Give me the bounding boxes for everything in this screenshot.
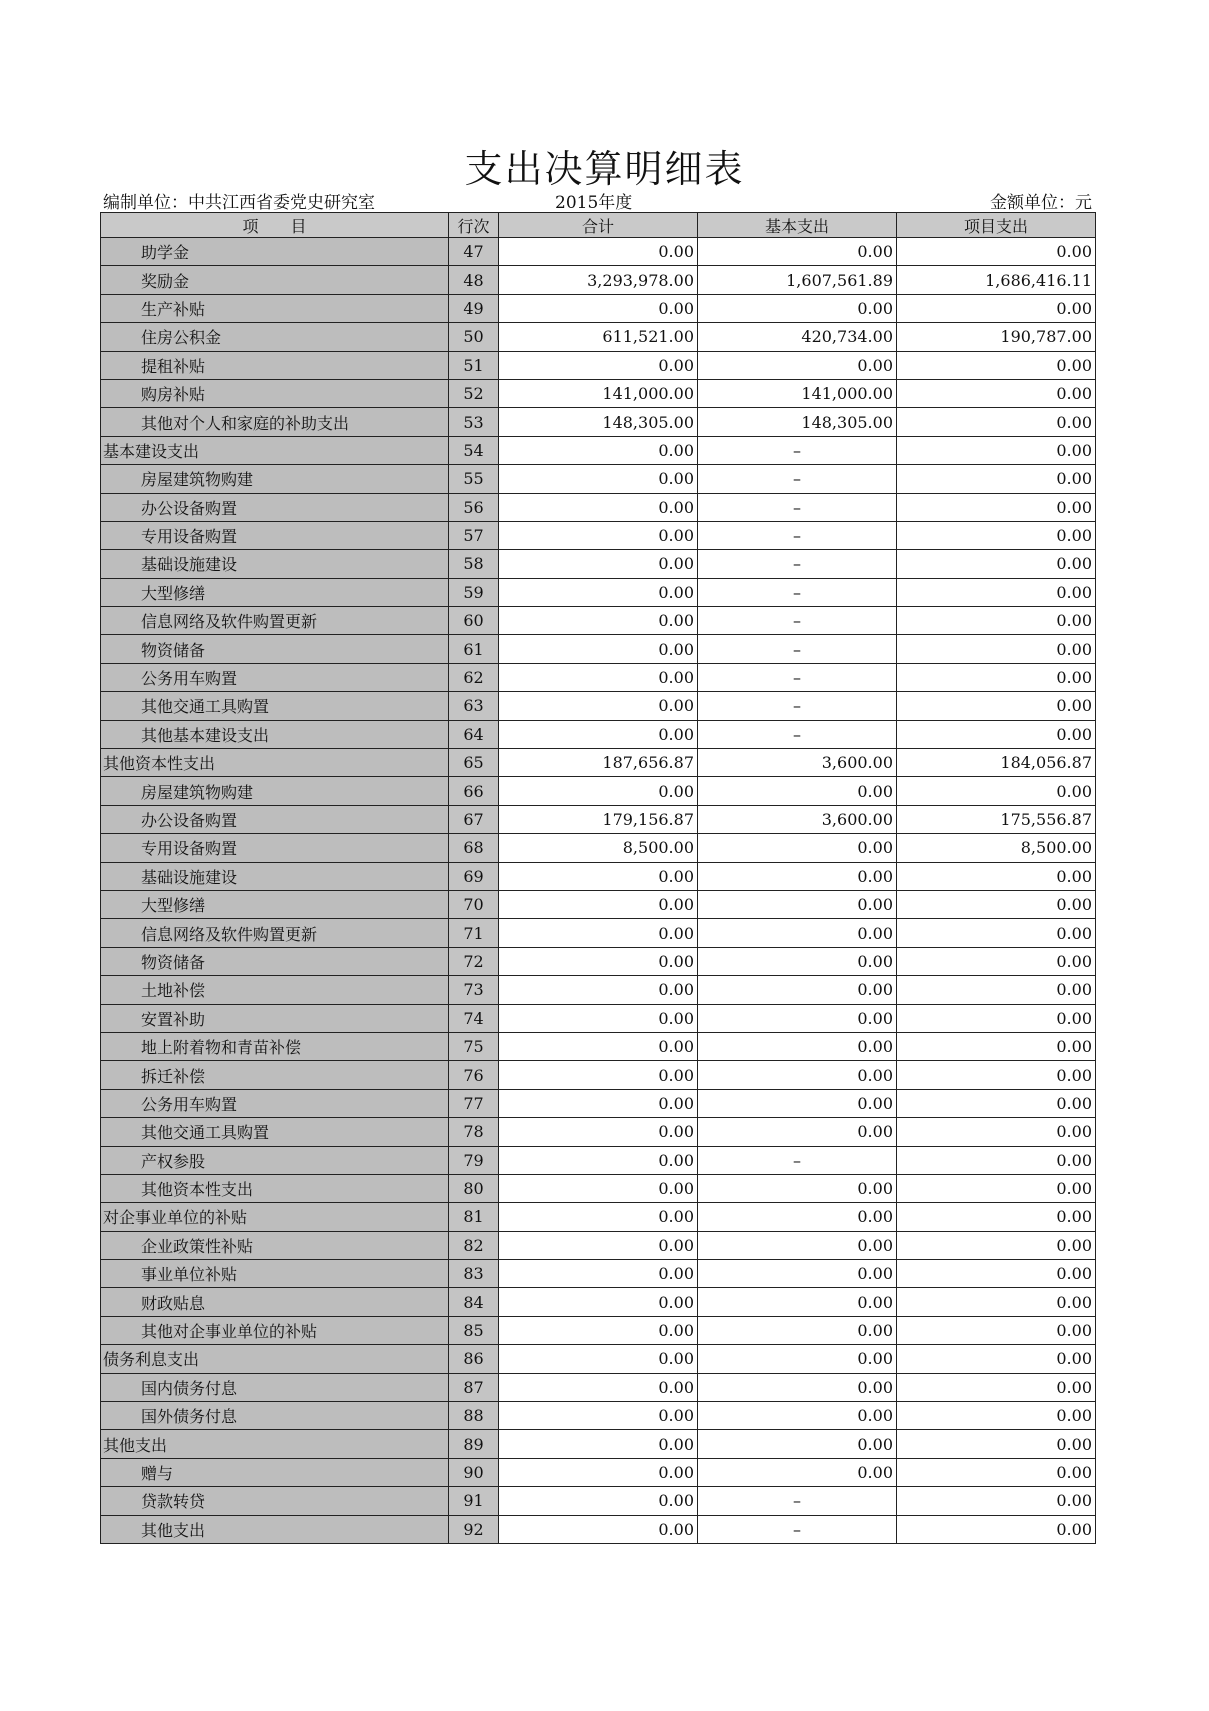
- table-row: [101, 692, 1096, 720]
- row-total: 0.00: [499, 862, 698, 890]
- row-line-number: 72: [449, 947, 499, 975]
- row-basic: –: [698, 635, 897, 663]
- row-item-name: 公务用车购置: [101, 663, 449, 691]
- row-item-name: 提租补贴: [101, 351, 449, 379]
- row-basic: 148,305.00: [698, 408, 897, 436]
- row-item-name: 事业单位补贴: [101, 1260, 449, 1288]
- row-total: 0.00: [499, 1288, 698, 1316]
- table-row: [101, 1146, 1096, 1174]
- row-line-number: 67: [449, 805, 499, 833]
- table-row: [101, 379, 1096, 407]
- row-total: 0.00: [499, 1231, 698, 1259]
- row-line-number: 52: [449, 379, 499, 407]
- row-project: 1,686,416.11: [897, 266, 1096, 294]
- row-item-name: 其他支出: [101, 1430, 449, 1458]
- row-basic: 0.00: [698, 1089, 897, 1117]
- table-row: [101, 1430, 1096, 1458]
- row-item-name: 房屋建筑物购建: [101, 465, 449, 493]
- row-total: 0.00: [499, 663, 698, 691]
- row-total: 187,656.87: [499, 749, 698, 777]
- row-item-name: 大型修缮: [101, 890, 449, 918]
- row-total: 0.00: [499, 238, 698, 266]
- row-line-number: 92: [449, 1515, 499, 1543]
- row-line-number: 84: [449, 1288, 499, 1316]
- row-basic: 0.00: [698, 1203, 897, 1231]
- row-line-number: 81: [449, 1203, 499, 1231]
- row-item-name: 安置补助: [101, 1004, 449, 1032]
- row-project: 0.00: [897, 1032, 1096, 1060]
- row-basic: 0.00: [698, 1118, 897, 1146]
- row-line-number: 47: [449, 238, 499, 266]
- row-line-number: 75: [449, 1032, 499, 1060]
- row-project: 0.00: [897, 1004, 1096, 1032]
- row-line-number: 68: [449, 834, 499, 862]
- row-item-name: 对企事业单位的补贴: [101, 1203, 449, 1231]
- row-basic: 1,607,561.89: [698, 266, 897, 294]
- row-project: 0.00: [897, 720, 1096, 748]
- row-basic: 0.00: [698, 1231, 897, 1259]
- row-total: 0.00: [499, 578, 698, 606]
- row-item-name: 基本建设支出: [101, 436, 449, 464]
- row-basic: –: [698, 692, 897, 720]
- row-line-number: 60: [449, 607, 499, 635]
- row-item-name: 奖励金: [101, 266, 449, 294]
- row-total: 0.00: [499, 1174, 698, 1202]
- row-line-number: 79: [449, 1146, 499, 1174]
- row-basic: –: [698, 663, 897, 691]
- row-basic: –: [698, 1515, 897, 1543]
- row-basic: –: [698, 550, 897, 578]
- row-line-number: 51: [449, 351, 499, 379]
- row-item-name: 债务利息支出: [101, 1345, 449, 1373]
- row-basic: –: [698, 1487, 897, 1515]
- column-header-line: 行次: [449, 213, 499, 238]
- row-total: 0.00: [499, 1260, 698, 1288]
- row-project: 0.00: [897, 1146, 1096, 1174]
- row-total: 0.00: [499, 1373, 698, 1401]
- row-total: 0.00: [499, 521, 698, 549]
- table-row: [101, 550, 1096, 578]
- row-basic: 0.00: [698, 1004, 897, 1032]
- table-row: [101, 919, 1096, 947]
- row-line-number: 69: [449, 862, 499, 890]
- row-item-name: 其他资本性支出: [101, 1174, 449, 1202]
- row-basic: –: [698, 465, 897, 493]
- row-project: 0.00: [897, 1345, 1096, 1373]
- table-row: [101, 805, 1096, 833]
- row-basic: 0.00: [698, 862, 897, 890]
- table-row: [101, 1118, 1096, 1146]
- row-line-number: 64: [449, 720, 499, 748]
- row-line-number: 58: [449, 550, 499, 578]
- row-basic: 141,000.00: [698, 379, 897, 407]
- row-line-number: 65: [449, 749, 499, 777]
- row-basic: 0.00: [698, 1458, 897, 1486]
- row-line-number: 66: [449, 777, 499, 805]
- table-row: [101, 777, 1096, 805]
- row-basic: 0.00: [698, 947, 897, 975]
- row-line-number: 48: [449, 266, 499, 294]
- row-project: 0.00: [897, 578, 1096, 606]
- row-line-number: 49: [449, 294, 499, 322]
- row-project: 0.00: [897, 1288, 1096, 1316]
- row-item-name: 助学金: [101, 238, 449, 266]
- row-total: 8,500.00: [499, 834, 698, 862]
- row-basic: –: [698, 1146, 897, 1174]
- row-project: 0.00: [897, 493, 1096, 521]
- row-item-name: 其他支出: [101, 1515, 449, 1543]
- table-row: [101, 1061, 1096, 1089]
- row-line-number: 55: [449, 465, 499, 493]
- row-basic: –: [698, 521, 897, 549]
- row-total: 0.00: [499, 1515, 698, 1543]
- row-project: 0.00: [897, 294, 1096, 322]
- row-total: 0.00: [499, 351, 698, 379]
- row-basic: 0.00: [698, 1345, 897, 1373]
- row-total: 0.00: [499, 493, 698, 521]
- row-project: 184,056.87: [897, 749, 1096, 777]
- row-basic: 0.00: [698, 1402, 897, 1430]
- row-basic: 0.00: [698, 919, 897, 947]
- row-total: 0.00: [499, 919, 698, 947]
- column-header-project: 项目支出: [897, 213, 1096, 238]
- row-item-name: 公务用车购置: [101, 1089, 449, 1117]
- fiscal-year: 2015年度: [555, 193, 633, 213]
- table-row: [101, 323, 1096, 351]
- row-item-name: 专用设备购置: [101, 521, 449, 549]
- row-total: 0.00: [499, 1487, 698, 1515]
- row-project: 0.00: [897, 635, 1096, 663]
- row-project: 0.00: [897, 777, 1096, 805]
- row-line-number: 74: [449, 1004, 499, 1032]
- row-project: 0.00: [897, 465, 1096, 493]
- row-total: 0.00: [499, 947, 698, 975]
- row-total: 0.00: [499, 1402, 698, 1430]
- row-project: 0.00: [897, 238, 1096, 266]
- row-total: 0.00: [499, 1118, 698, 1146]
- row-project: 0.00: [897, 1487, 1096, 1515]
- row-total: 0.00: [499, 1203, 698, 1231]
- table-row: [101, 1203, 1096, 1231]
- row-item-name: 基础设施建设: [101, 550, 449, 578]
- row-total: 0.00: [499, 890, 698, 918]
- row-basic: 0.00: [698, 890, 897, 918]
- row-total: 0.00: [499, 1316, 698, 1344]
- row-basic: –: [698, 493, 897, 521]
- row-basic: 0.00: [698, 238, 897, 266]
- table-body: [101, 238, 1096, 1544]
- row-project: 0.00: [897, 1089, 1096, 1117]
- table-row: [101, 749, 1096, 777]
- row-line-number: 91: [449, 1487, 499, 1515]
- row-total: 0.00: [499, 1032, 698, 1060]
- row-project: 0.00: [897, 607, 1096, 635]
- column-header-total: 合计: [499, 213, 698, 238]
- row-basic: –: [698, 578, 897, 606]
- row-basic: –: [698, 436, 897, 464]
- row-line-number: 80: [449, 1174, 499, 1202]
- table-row: [101, 578, 1096, 606]
- row-item-name: 其他基本建设支出: [101, 720, 449, 748]
- row-basic: 0.00: [698, 834, 897, 862]
- table-row: [101, 1316, 1096, 1344]
- row-total: 3,293,978.00: [499, 266, 698, 294]
- row-basic: 0.00: [698, 351, 897, 379]
- row-project: 0.00: [897, 1373, 1096, 1401]
- row-project: 0.00: [897, 408, 1096, 436]
- table-row: [101, 720, 1096, 748]
- row-line-number: 83: [449, 1260, 499, 1288]
- table-row: [101, 1373, 1096, 1401]
- row-line-number: 56: [449, 493, 499, 521]
- row-total: 0.00: [499, 692, 698, 720]
- row-item-name: 其他对个人和家庭的补助支出: [101, 408, 449, 436]
- row-item-name: 办公设备购置: [101, 493, 449, 521]
- row-project: 0.00: [897, 521, 1096, 549]
- row-total: 0.00: [499, 294, 698, 322]
- row-project: 0.00: [897, 692, 1096, 720]
- row-total: 0.00: [499, 1004, 698, 1032]
- row-item-name: 物资储备: [101, 947, 449, 975]
- row-line-number: 78: [449, 1118, 499, 1146]
- table-row: [101, 635, 1096, 663]
- row-line-number: 70: [449, 890, 499, 918]
- table-row: [101, 351, 1096, 379]
- compiling-unit: 编制单位：中共江西省委党史研究室: [103, 193, 375, 213]
- table-row: [101, 890, 1096, 918]
- row-project: 0.00: [897, 890, 1096, 918]
- row-total: 0.00: [499, 550, 698, 578]
- table-row: [101, 1032, 1096, 1060]
- row-total: 0.00: [499, 1430, 698, 1458]
- table-row: [101, 465, 1096, 493]
- table-row: [101, 436, 1096, 464]
- row-item-name: 其他对企事业单位的补贴: [101, 1316, 449, 1344]
- row-line-number: 88: [449, 1402, 499, 1430]
- row-total: 611,521.00: [499, 323, 698, 351]
- row-project: 175,556.87: [897, 805, 1096, 833]
- row-project: 0.00: [897, 1118, 1096, 1146]
- row-item-name: 财政贴息: [101, 1288, 449, 1316]
- row-project: 0.00: [897, 1430, 1096, 1458]
- row-project: 0.00: [897, 1515, 1096, 1543]
- table-row: [101, 1458, 1096, 1486]
- table-row: [101, 294, 1096, 322]
- row-basic: 0.00: [698, 1288, 897, 1316]
- row-item-name: 国内债务付息: [101, 1373, 449, 1401]
- table-row: [101, 947, 1096, 975]
- row-project: 0.00: [897, 1174, 1096, 1202]
- row-total: 0.00: [499, 720, 698, 748]
- table-row: [101, 408, 1096, 436]
- row-project: 0.00: [897, 1316, 1096, 1344]
- row-item-name: 赠与: [101, 1458, 449, 1486]
- row-basic: –: [698, 607, 897, 635]
- row-line-number: 59: [449, 578, 499, 606]
- row-item-name: 企业政策性补贴: [101, 1231, 449, 1259]
- row-item-name: 专用设备购置: [101, 834, 449, 862]
- row-line-number: 86: [449, 1345, 499, 1373]
- row-project: 0.00: [897, 1203, 1096, 1231]
- row-item-name: 信息网络及软件购置更新: [101, 919, 449, 947]
- row-total: 0.00: [499, 976, 698, 1004]
- row-basic: 0.00: [698, 1260, 897, 1288]
- row-project: 190,787.00: [897, 323, 1096, 351]
- row-item-name: 产权参股: [101, 1146, 449, 1174]
- row-line-number: 77: [449, 1089, 499, 1117]
- table-row: [101, 1089, 1096, 1117]
- row-basic: 0.00: [698, 1061, 897, 1089]
- row-basic: 0.00: [698, 976, 897, 1004]
- row-project: 0.00: [897, 1458, 1096, 1486]
- row-project: 0.00: [897, 351, 1096, 379]
- row-item-name: 住房公积金: [101, 323, 449, 351]
- row-total: 0.00: [499, 1089, 698, 1117]
- row-project: 0.00: [897, 436, 1096, 464]
- page-title: 支出决算明细表: [464, 147, 745, 191]
- row-line-number: 57: [449, 521, 499, 549]
- row-basic: 3,600.00: [698, 749, 897, 777]
- table-row: [101, 1004, 1096, 1032]
- row-project: 0.00: [897, 663, 1096, 691]
- table-row: [101, 834, 1096, 862]
- column-header-item: 项 目: [101, 213, 449, 238]
- row-line-number: 85: [449, 1316, 499, 1344]
- row-item-name: 信息网络及软件购置更新: [101, 607, 449, 635]
- row-line-number: 62: [449, 663, 499, 691]
- row-item-name: 购房补贴: [101, 379, 449, 407]
- table-row: [101, 493, 1096, 521]
- row-line-number: 89: [449, 1430, 499, 1458]
- row-total: 0.00: [499, 436, 698, 464]
- row-item-name: 国外债务付息: [101, 1402, 449, 1430]
- table-row: [101, 1260, 1096, 1288]
- row-item-name: 土地补偿: [101, 976, 449, 1004]
- row-item-name: 物资储备: [101, 635, 449, 663]
- row-basic: 0.00: [698, 1373, 897, 1401]
- row-basic: 3,600.00: [698, 805, 897, 833]
- row-basic: 420,734.00: [698, 323, 897, 351]
- row-project: 0.00: [897, 976, 1096, 1004]
- table-row: [101, 607, 1096, 635]
- row-item-name: 其他资本性支出: [101, 749, 449, 777]
- row-total: 0.00: [499, 1345, 698, 1373]
- table-row: [101, 521, 1096, 549]
- row-project: 0.00: [897, 1231, 1096, 1259]
- table-row: [101, 862, 1096, 890]
- row-item-name: 其他交通工具购置: [101, 1118, 449, 1146]
- row-basic: 0.00: [698, 294, 897, 322]
- row-item-name: 贷款转贷: [101, 1487, 449, 1515]
- row-line-number: 53: [449, 408, 499, 436]
- table-header-row: [101, 213, 1096, 238]
- row-total: 0.00: [499, 777, 698, 805]
- table-row: [101, 1487, 1096, 1515]
- row-item-name: 其他交通工具购置: [101, 692, 449, 720]
- row-line-number: 87: [449, 1373, 499, 1401]
- row-item-name: 基础设施建设: [101, 862, 449, 890]
- table-row: [101, 1345, 1096, 1373]
- row-item-name: 办公设备购置: [101, 805, 449, 833]
- row-project: 0.00: [897, 550, 1096, 578]
- table-row: [101, 1174, 1096, 1202]
- table-row: [101, 1288, 1096, 1316]
- table-row: [101, 1402, 1096, 1430]
- row-total: 0.00: [499, 1458, 698, 1486]
- row-item-name: 拆迁补偿: [101, 1061, 449, 1089]
- table-row: [101, 238, 1096, 266]
- row-total: 179,156.87: [499, 805, 698, 833]
- amount-unit: 金额单位：元: [990, 193, 1092, 213]
- row-item-name: 地上附着物和青苗补偿: [101, 1032, 449, 1060]
- row-line-number: 82: [449, 1231, 499, 1259]
- column-header-basic: 基本支出: [698, 213, 897, 238]
- table-row: [101, 266, 1096, 294]
- row-project: 0.00: [897, 379, 1096, 407]
- row-total: 148,305.00: [499, 408, 698, 436]
- row-total: 0.00: [499, 607, 698, 635]
- row-line-number: 73: [449, 976, 499, 1004]
- row-basic: 0.00: [698, 1430, 897, 1458]
- row-project: 0.00: [897, 1260, 1096, 1288]
- row-project: 0.00: [897, 862, 1096, 890]
- table-row: [101, 976, 1096, 1004]
- row-project: 0.00: [897, 1402, 1096, 1430]
- row-basic: 0.00: [698, 1032, 897, 1060]
- row-total: 0.00: [499, 635, 698, 663]
- row-basic: 0.00: [698, 1174, 897, 1202]
- row-item-name: 房屋建筑物购建: [101, 777, 449, 805]
- row-project: 0.00: [897, 1061, 1096, 1089]
- row-total: 0.00: [499, 465, 698, 493]
- row-basic: –: [698, 720, 897, 748]
- table-row: [101, 663, 1096, 691]
- table-row: [101, 1515, 1096, 1543]
- row-total: 141,000.00: [499, 379, 698, 407]
- row-line-number: 61: [449, 635, 499, 663]
- row-total: 0.00: [499, 1146, 698, 1174]
- expenditure-table: [100, 212, 1096, 1544]
- row-project: 8,500.00: [897, 834, 1096, 862]
- row-line-number: 63: [449, 692, 499, 720]
- row-item-name: 生产补贴: [101, 294, 449, 322]
- table-row: [101, 1231, 1096, 1259]
- row-total: 0.00: [499, 1061, 698, 1089]
- row-basic: 0.00: [698, 777, 897, 805]
- row-line-number: 50: [449, 323, 499, 351]
- row-project: 0.00: [897, 947, 1096, 975]
- row-basic: 0.00: [698, 1316, 897, 1344]
- row-line-number: 76: [449, 1061, 499, 1089]
- row-project: 0.00: [897, 919, 1096, 947]
- row-line-number: 54: [449, 436, 499, 464]
- row-line-number: 71: [449, 919, 499, 947]
- row-item-name: 大型修缮: [101, 578, 449, 606]
- row-line-number: 90: [449, 1458, 499, 1486]
